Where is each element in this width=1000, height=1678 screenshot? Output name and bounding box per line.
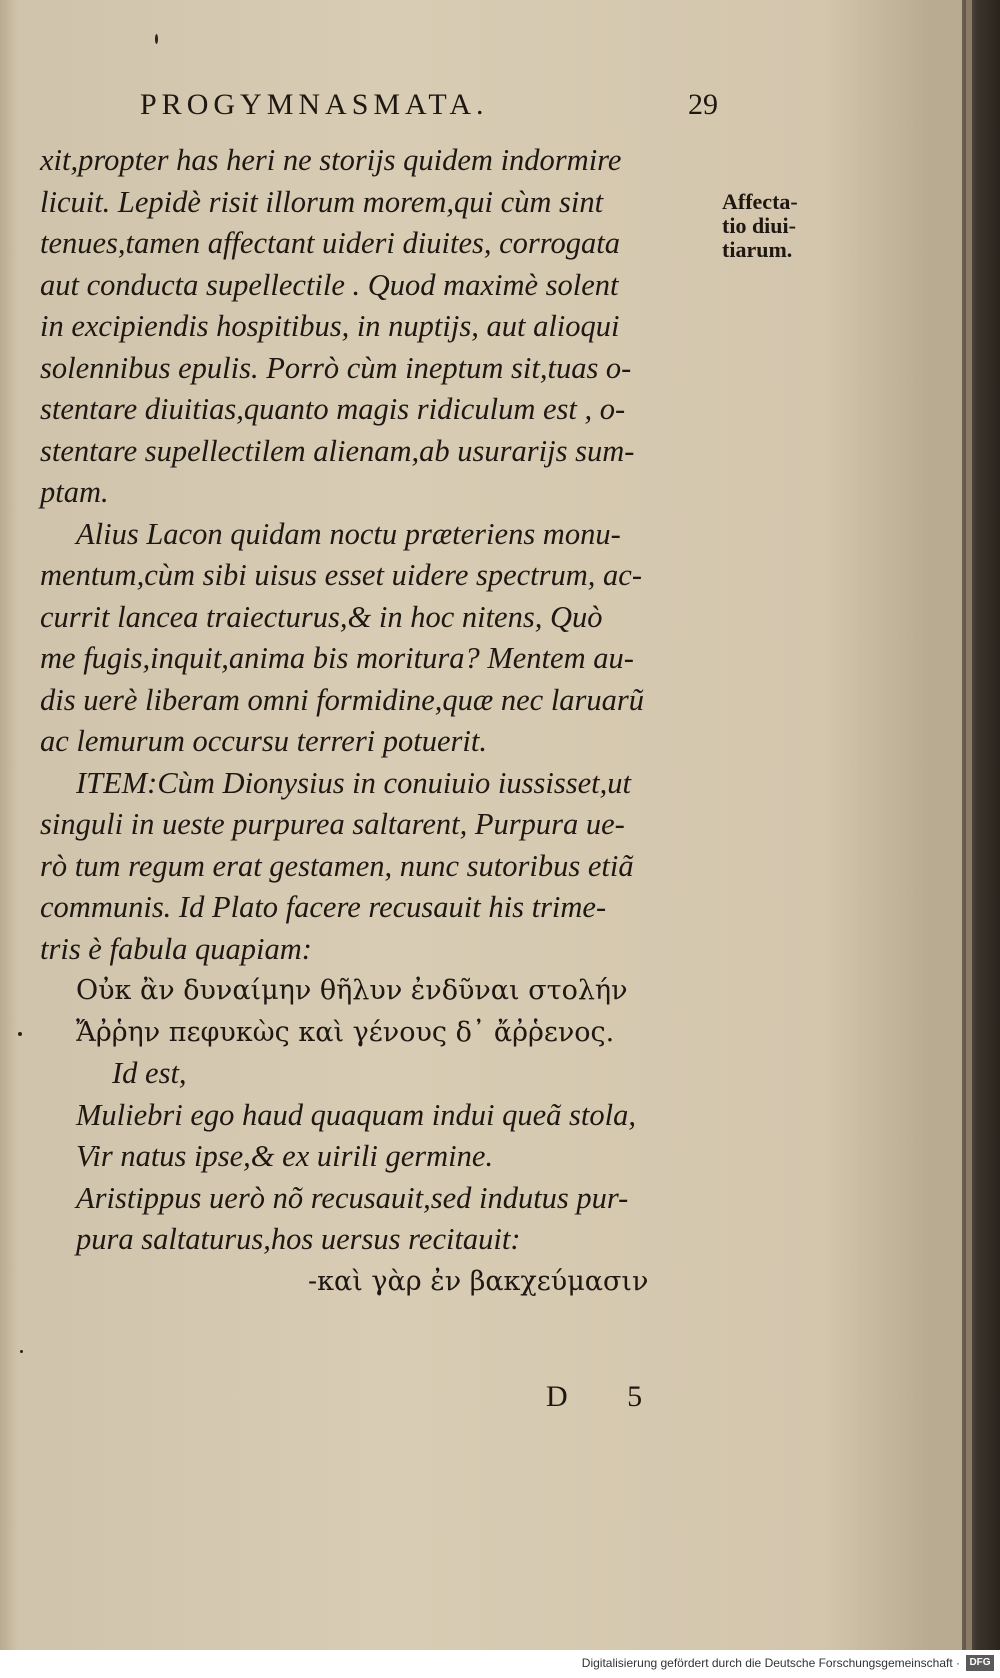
marginal-note-line: tiarum. xyxy=(722,237,793,262)
text-line: ITEM:Cùm Dionysius in conuiuio iussisset,ut xyxy=(76,765,631,800)
text-line: Alius Lacon quidam noctu præteriens monu- xyxy=(76,516,621,551)
paper-blemish xyxy=(20,1350,23,1353)
funding-credit: Digitalisierung gefördert durch die Deutsche Forschungsgemeinschaft · xyxy=(581,1656,960,1670)
running-title: PROGYMNASMATA. xyxy=(140,88,489,121)
text-line: stentare diuitias,quanto magis ridiculum est , o- xyxy=(40,392,626,426)
paper-blemish xyxy=(155,34,158,44)
digitization-footer xyxy=(0,1650,1000,1678)
page-edge-strip xyxy=(966,0,972,1650)
gutter-shadow xyxy=(0,0,18,1650)
text-line: me fugis,inquit,anima bis moritura? Mentem au- xyxy=(40,641,634,675)
marginal-note-line: tio diui- xyxy=(722,213,796,238)
text-line: Id est, xyxy=(112,1056,187,1090)
signature-mark: D 5 xyxy=(546,1380,669,1413)
text-line: dis uerè liberam omni formidine,quæ nec laruarũ xyxy=(40,682,645,717)
text-line: rò tum regum erat gestamen, nunc sutoribus etiã xyxy=(40,848,634,883)
marginal-note xyxy=(722,190,798,262)
text-line: in excipiendis hospitibus, in nuptijs, aut alioqui xyxy=(40,309,620,343)
text-line: tenues,tamen affectant uideri diuites, corrogata xyxy=(40,226,620,260)
page-number: 29 xyxy=(688,88,718,121)
text-line: pura saltaturus,hos uersus recitauit: xyxy=(76,1222,521,1256)
text-line: Ἄῤῥην πεφυκὼς καὶ γένους δ᾽ ἄῤῥενος. xyxy=(76,1016,615,1048)
paper-blemish xyxy=(18,1032,22,1036)
dfg-logo: DFG xyxy=(966,1655,994,1671)
text-line: ac lemurum occursu terreri potuerit. xyxy=(40,724,487,758)
text-line: singuli in ueste purpurea saltarent, Purpura ue- xyxy=(40,807,625,841)
page-edge xyxy=(962,0,1000,1650)
text-line: tris è fabula quapiam: xyxy=(40,931,312,966)
running-header xyxy=(140,88,718,122)
text-line: ptam. xyxy=(40,475,109,509)
text-line: aut conducta supellectile . Quod maximè solent xyxy=(40,267,619,302)
text-line: Muliebri ego haud quaquam indui queã stola, xyxy=(76,1097,636,1132)
text-line: Οὐκ ἂν δυναίμην θῆλυν ἐνδῦναι στολήν xyxy=(76,975,628,1006)
body-text xyxy=(40,140,720,1302)
text-line: mentum,cùm sibi uisus esset uidere spectrum, ac- xyxy=(40,558,642,592)
text-line: currit lancea traiecturus,& in hoc nitens, Quò xyxy=(40,599,603,634)
text-line: Aristippus uerò nõ recusauit,sed indutus pur- xyxy=(76,1180,629,1215)
text-line: Vir natus ipse,& ex uirili germine. xyxy=(76,1139,494,1173)
text-line: communis. Id Plato facere recusauit his trime- xyxy=(40,890,607,924)
marginal-note-line: Affecta- xyxy=(722,189,798,214)
text-line: -καὶ γὰρ ἐν βακχεύμασιν xyxy=(308,1265,649,1297)
text-line: licuit. Lepidè risit illorum morem,qui cùm sint xyxy=(40,184,604,219)
text-line: stentare supellectilem alienam,ab usurarijs sum- xyxy=(40,433,635,468)
text-line: xit,propter has heri ne storijs quidem indormire xyxy=(40,143,622,177)
text-line: solennibus epulis. Porrò cùm ineptum sit,tuas o- xyxy=(40,350,632,385)
